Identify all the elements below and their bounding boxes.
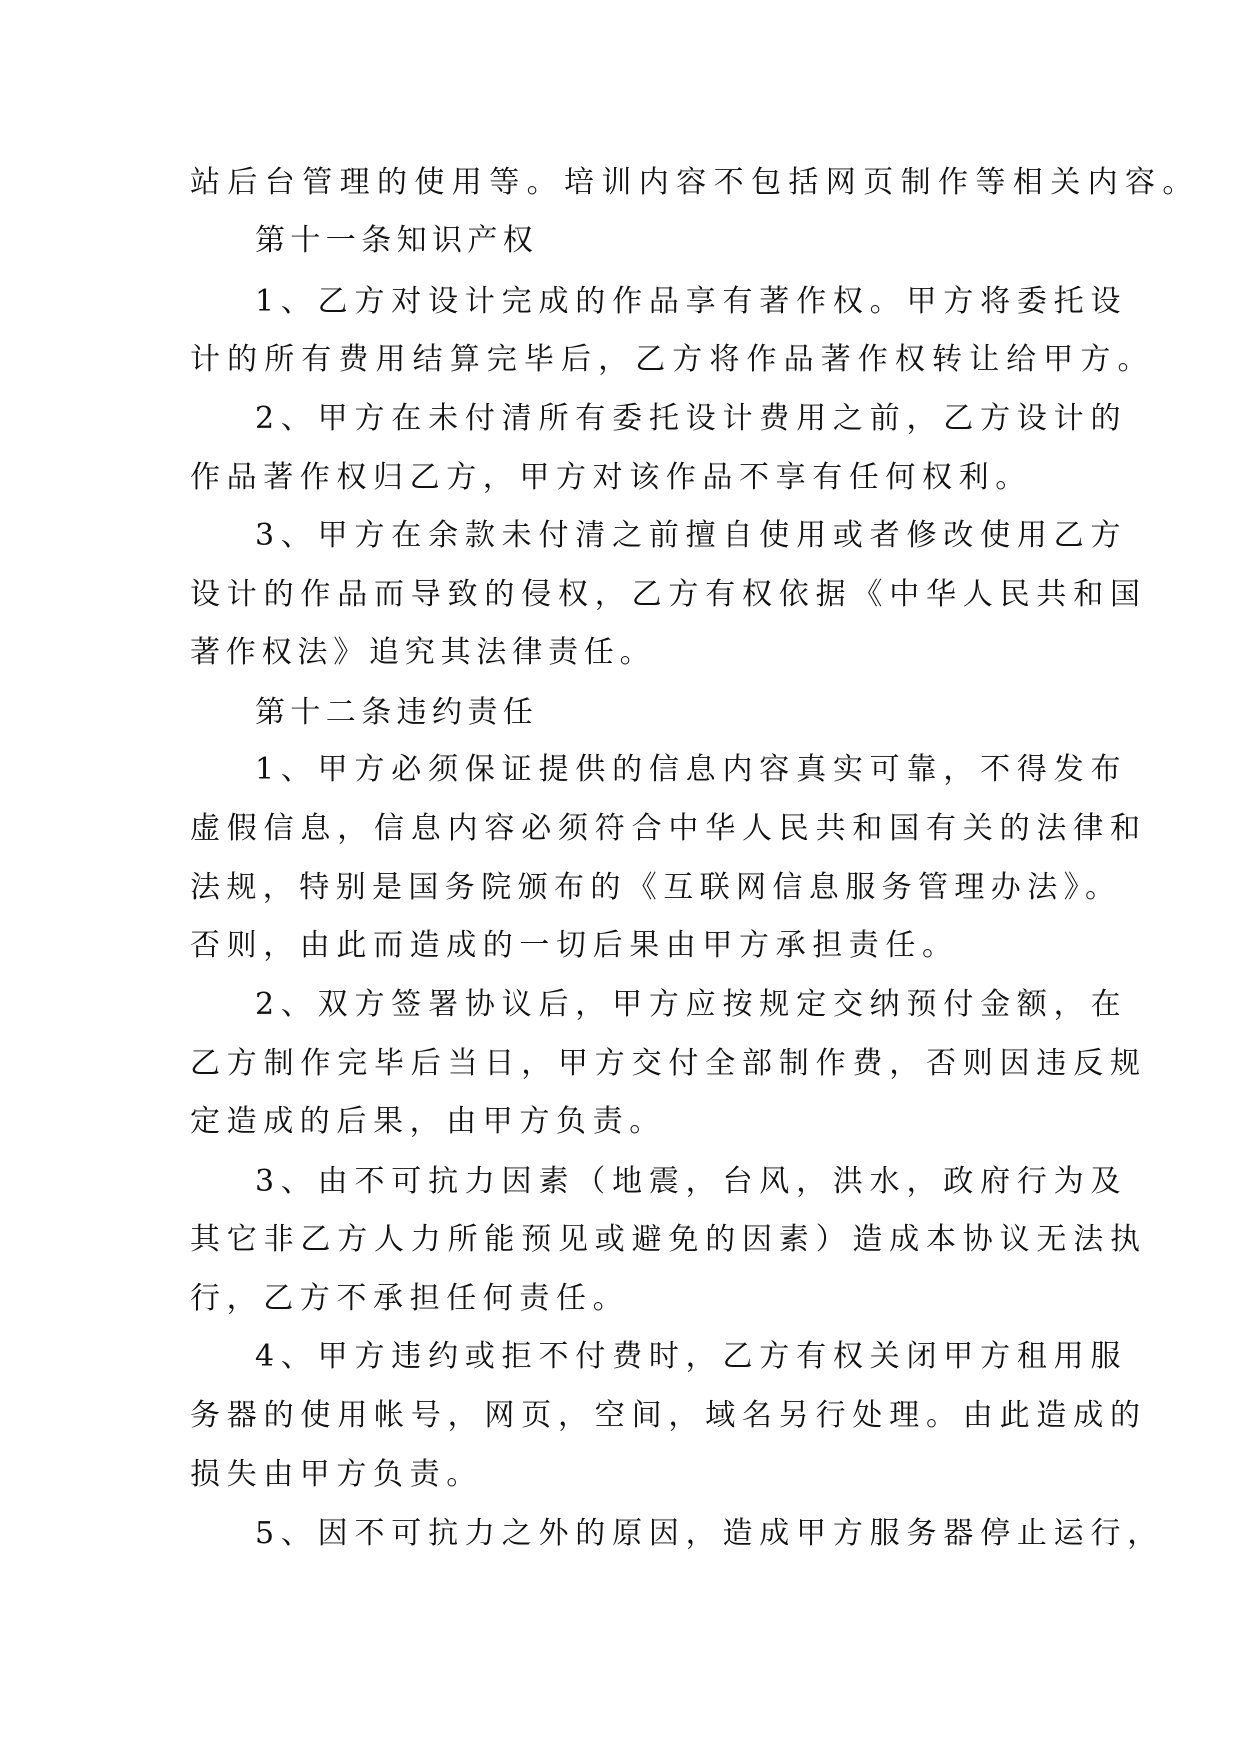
- text-line: 4、甲方违约或拒不付费时，乙方有权关闭甲方租用服: [255, 1339, 1128, 1374]
- text-line: 2、双方签署协议后，甲方应按规定交纳预付金额，在: [255, 987, 1128, 1022]
- text-line: 虚假信息，信息内容必须符合中华人民共和国有关的法律和: [190, 811, 1147, 846]
- text-line: 否则，由此而造成的一切后果由甲方承担责任。: [190, 928, 959, 963]
- text-line: 损失由甲方负责。: [190, 1457, 483, 1492]
- text-line: 作品著作权归乙方，甲方对该作品不享有任何权利。: [190, 460, 1032, 495]
- text-line: 其它非乙方人力所能预见或避免的因素）造成本协议无法执: [190, 1222, 1147, 1257]
- text-line: 定造成的后果，由甲方负责。: [190, 1104, 666, 1139]
- text-line: 站后台管理的使用等。培训内容不包括网页制作等相关内容。: [190, 165, 1200, 200]
- text-line: 著作权法》追究其法律责任。: [190, 635, 656, 670]
- text-line: 5、因不可抗力之外的原因，造成甲方服务器停止运行，: [255, 1516, 1165, 1551]
- text-line: 设计的作品而导致的侵权，乙方有权依据《中华人民共和国: [190, 577, 1147, 612]
- text-line: 1、乙方对设计完成的作品享有著作权。甲方将委托设: [255, 284, 1128, 319]
- text-line: 2、甲方在未付清所有委托设计费用之前，乙方设计的: [255, 401, 1128, 436]
- text-line: 1、甲方必须保证提供的信息内容真实可靠，不得发布: [255, 752, 1128, 787]
- section-heading-intellectual-property: 第十一条知识产权: [255, 223, 539, 258]
- text-line: 计的所有费用结算完毕后，乙方将作品著作权转让给甲方。: [190, 342, 1155, 377]
- text-line: 3、甲方在余款未付清之前擅自使用或者修改使用乙方: [255, 518, 1128, 553]
- section-heading-breach-liability: 第十二条违约责任: [255, 695, 539, 730]
- text-line: 法规，特别是国务院颁布的《互联网信息服务管理办法》。: [190, 870, 1122, 905]
- text-line: 行，乙方不承担任何责任。: [190, 1281, 630, 1316]
- text-line: 乙方制作完毕后当日，甲方交付全部制作费，否则因违反规: [190, 1046, 1147, 1081]
- text-line: 3、由不可抗力因素（地震，台风，洪水，政府行为及: [255, 1164, 1128, 1199]
- text-line: 务器的使用帐号，网页，空间，域名另行处理。由此造成的: [190, 1398, 1147, 1433]
